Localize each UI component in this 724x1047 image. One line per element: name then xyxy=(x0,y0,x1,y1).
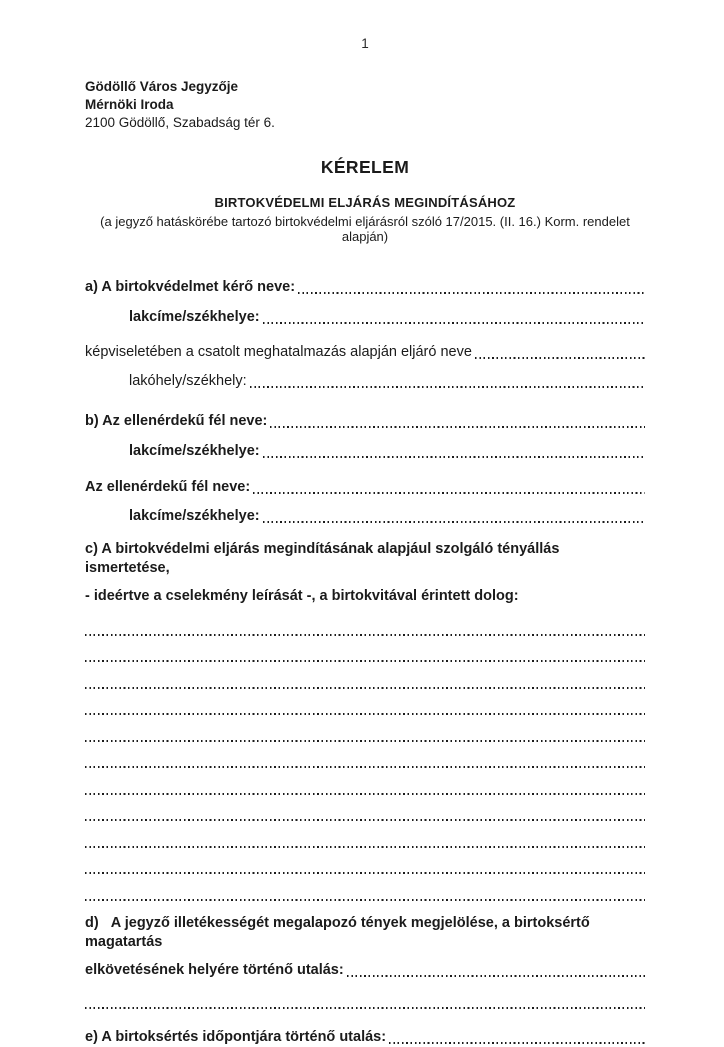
dotted-fill-line xyxy=(85,639,645,666)
dotted-leader xyxy=(298,278,645,297)
field-label: e) A birtoksértés időpontjára történő utalás: xyxy=(85,1029,387,1045)
dotted-leader xyxy=(347,961,645,980)
field-infringement-date xyxy=(85,1028,645,1047)
field-jurisdiction-reference xyxy=(85,961,645,980)
dotted-leader xyxy=(475,343,645,362)
sender-address: 2100 Gödöllő, Szabadság tér 6. xyxy=(85,115,275,130)
document-subtitle: BIRTOKVÉDELMI ELJÁRÁS MEGINDÍTÁSÁHOZ xyxy=(214,195,516,210)
field-requester-address xyxy=(129,308,645,327)
section-c-line2: - ideértve a cselekmény leírását -, a birtokvitával érintett dolog: xyxy=(85,588,519,604)
dotted-fill-line xyxy=(85,745,645,772)
dotted-leader xyxy=(263,507,645,526)
dotted-leader xyxy=(263,442,645,461)
field-label: lakcíme/székhelye: xyxy=(129,508,260,524)
section-c-fill-lines xyxy=(85,612,645,904)
document-title: KÉRELEM xyxy=(320,157,410,177)
field-label: b) Az ellenérdekű fél neve: xyxy=(85,413,268,429)
dotted-leader xyxy=(389,1028,645,1047)
dotted-fill-line xyxy=(85,986,645,1013)
dotted-leader xyxy=(263,308,645,327)
sender-office: Mérnöki Iroda xyxy=(85,97,174,112)
dotted-leader xyxy=(253,478,645,497)
legal-basis-line: (a jegyző hatáskörébe tartozó birtokvédelmi eljárásról szóló 17/2015. (II. 16.) Korm. rendelet alapján) xyxy=(100,214,630,244)
field-label: lakcíme/székhelye: xyxy=(129,309,260,325)
field-opposing-party2-name xyxy=(85,478,645,497)
field-opposing-party2-address xyxy=(129,507,645,526)
dotted-fill-line xyxy=(85,824,645,851)
dotted-fill-line xyxy=(85,718,645,745)
field-opposing-party-name xyxy=(85,412,645,431)
dotted-fill-line xyxy=(85,665,645,692)
dotted-fill-line xyxy=(85,877,645,904)
sender-block xyxy=(85,78,645,132)
field-label: Az ellenérdekű fél neve: xyxy=(85,479,251,495)
field-label: képviseletében a csatolt meghatalmazás alapján eljáró neve xyxy=(85,344,472,360)
section-c-line1: c) A birtokvédelmi eljárás megindításának alapjául szolgáló tényállás ismertetése, xyxy=(85,541,560,576)
sender-name: Gödöllő Város Jegyzője xyxy=(85,79,239,94)
dotted-fill-line xyxy=(85,771,645,798)
field-label: lakóhely/székhely: xyxy=(129,373,247,389)
field-label: elkövetésének helyére történő utalás: xyxy=(85,961,344,978)
dotted-leader xyxy=(250,372,645,391)
dotted-fill-line xyxy=(85,851,645,878)
field-label: a) A birtokvédelmet kérő neve: xyxy=(85,279,296,295)
dotted-leader xyxy=(270,412,645,431)
dotted-fill-line xyxy=(85,692,645,719)
section-d-line1: d) A jegyző illetékességét megalapozó tények megjelölése, a birtoksértő magatartás xyxy=(85,914,590,950)
field-representative-address xyxy=(129,372,645,391)
field-representative-name xyxy=(85,343,645,362)
field-requester-name xyxy=(85,278,645,297)
field-opposing-party-address xyxy=(129,442,645,461)
page-number: 1 xyxy=(361,36,369,51)
field-label: lakcíme/székhelye: xyxy=(129,443,260,459)
dotted-fill-line xyxy=(85,798,645,825)
dotted-fill-line xyxy=(85,612,645,639)
